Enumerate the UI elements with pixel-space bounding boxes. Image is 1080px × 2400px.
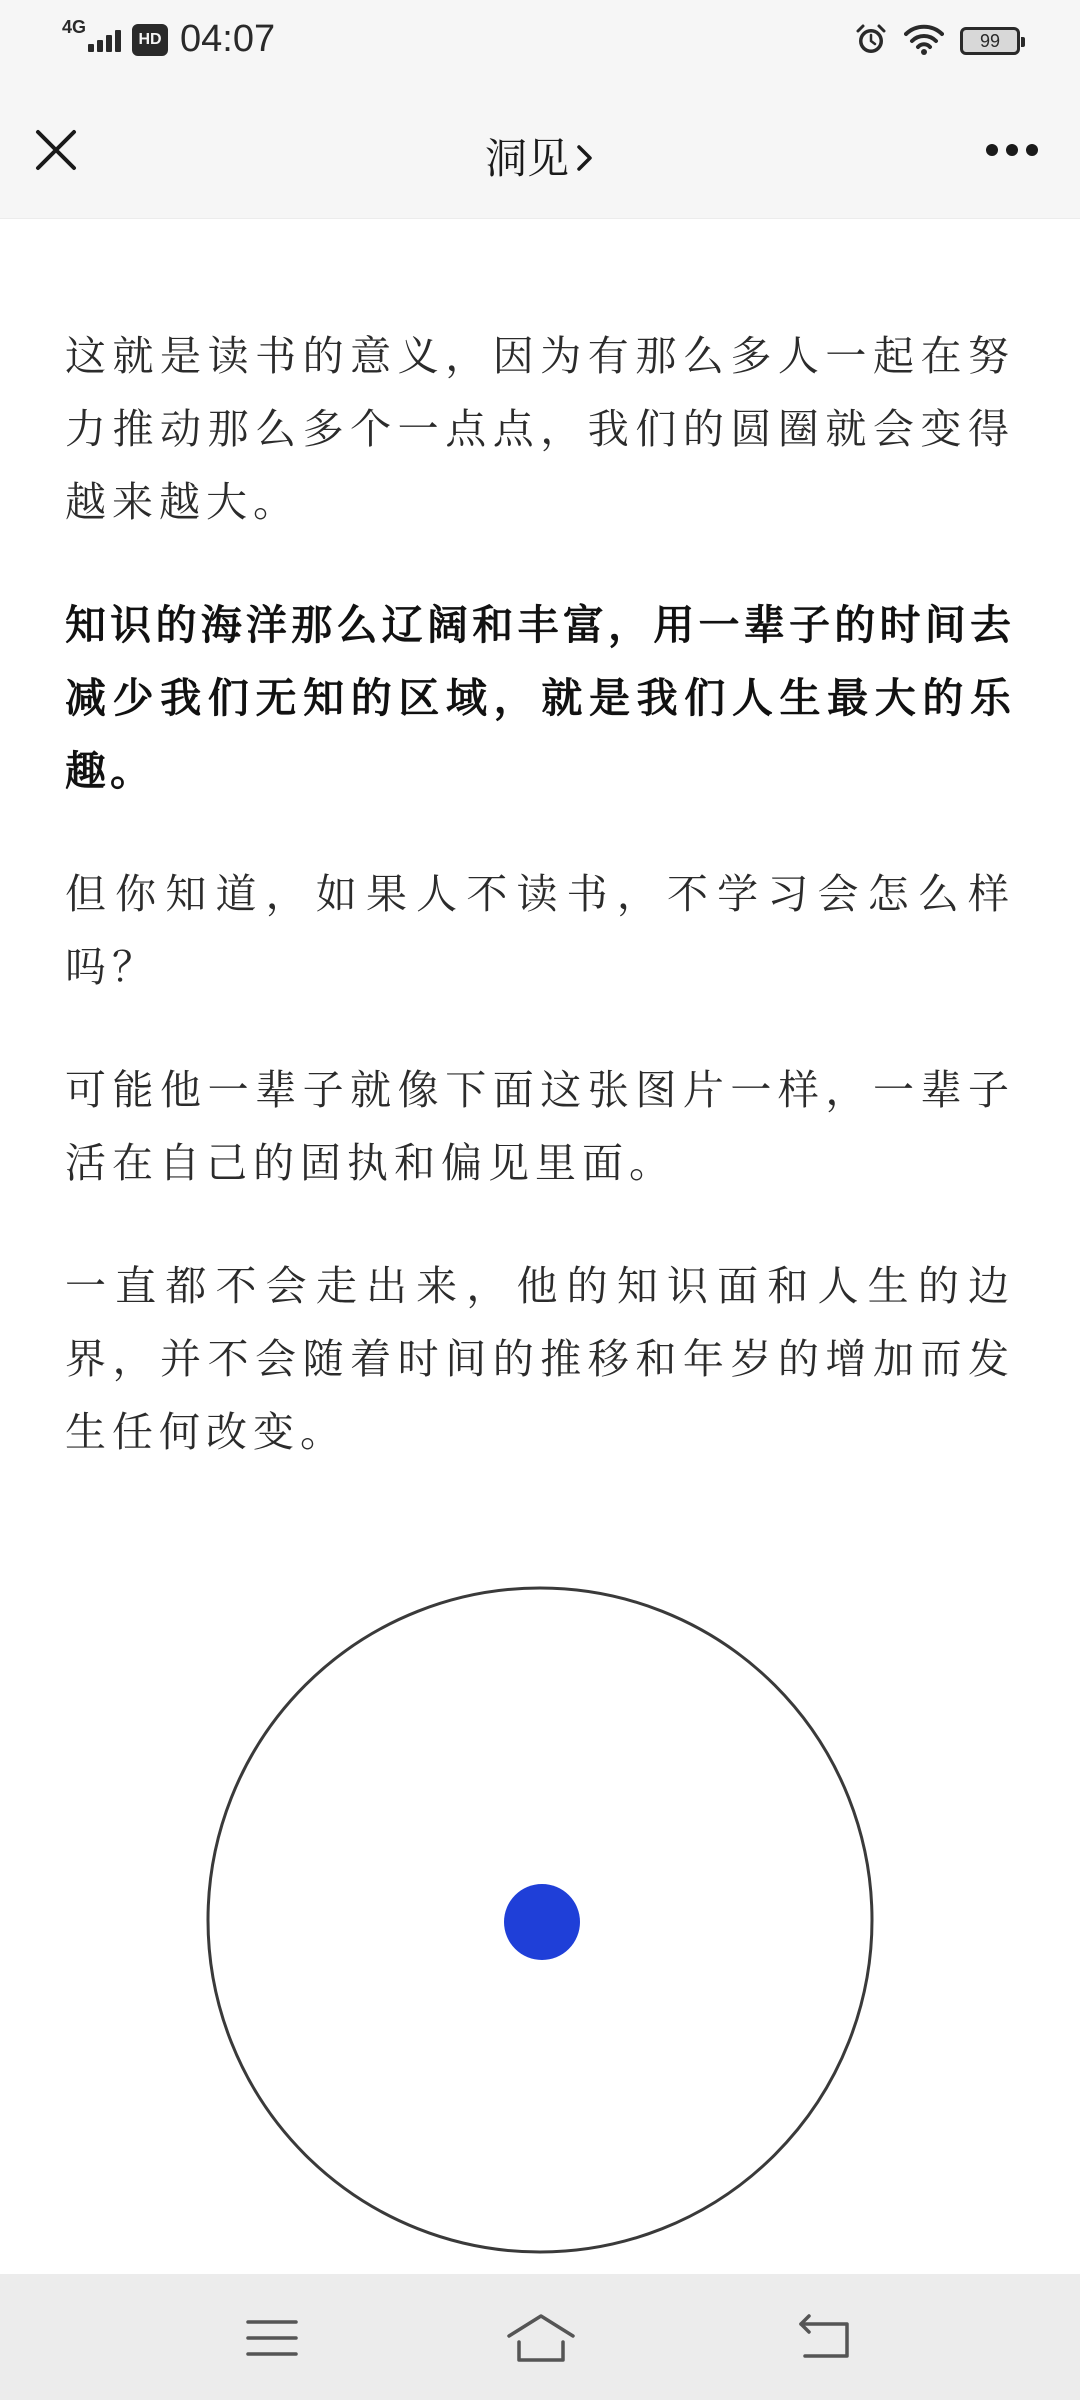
page-title-text: 洞见	[484, 134, 569, 183]
article-paragraph-bold: 知识的海洋那么辽阔和丰富，用一辈子的时间去减少我们无知的区域，就是我们人生最大的乐趣。	[65, 601, 1015, 795]
article-paragraph: 这就是读书的意义，因为有那么多人一起在努力推动那么多个一点点，我们的圆圈就会变得越来越大。	[65, 332, 1015, 526]
back-icon[interactable]	[795, 2312, 855, 2364]
article-paragraph: 可能他一辈子就像下面这张图片一样，一辈子活在自己的固执和偏见里面。	[65, 1066, 1015, 1187]
page-title[interactable]	[0, 126, 1080, 186]
status-left	[62, 18, 275, 61]
signal-icon	[88, 28, 124, 52]
article-paragraph: 一直都不会走出来，他的知识面和人生的边界，并不会随着时间的推移和年岁的增加而发生任何改变。	[65, 1262, 1015, 1456]
article-body	[65, 320, 1015, 1519]
article-paragraph: 但你知道，如果人不读书，不学习会怎么样吗？	[65, 870, 1015, 991]
wifi-icon	[904, 23, 944, 59]
battery-icon: 99	[960, 27, 1020, 55]
top-nav-bar	[0, 84, 1080, 219]
article-figure	[205, 1585, 875, 2255]
hd-badge: HD	[132, 24, 168, 56]
home-icon[interactable]	[505, 2312, 577, 2364]
chevron-right-icon	[575, 134, 595, 183]
status-bar	[0, 0, 1080, 84]
alarm-icon	[854, 22, 888, 60]
circle-diagram	[205, 1585, 875, 2255]
network-type: 4G	[62, 17, 87, 37]
knowledge-dot	[504, 1884, 580, 1960]
status-right	[854, 22, 1020, 60]
system-nav-bar	[0, 2274, 1080, 2400]
more-icon[interactable]	[984, 142, 1040, 158]
status-time: 04:07	[180, 18, 276, 60]
menu-icon[interactable]	[242, 2312, 302, 2364]
